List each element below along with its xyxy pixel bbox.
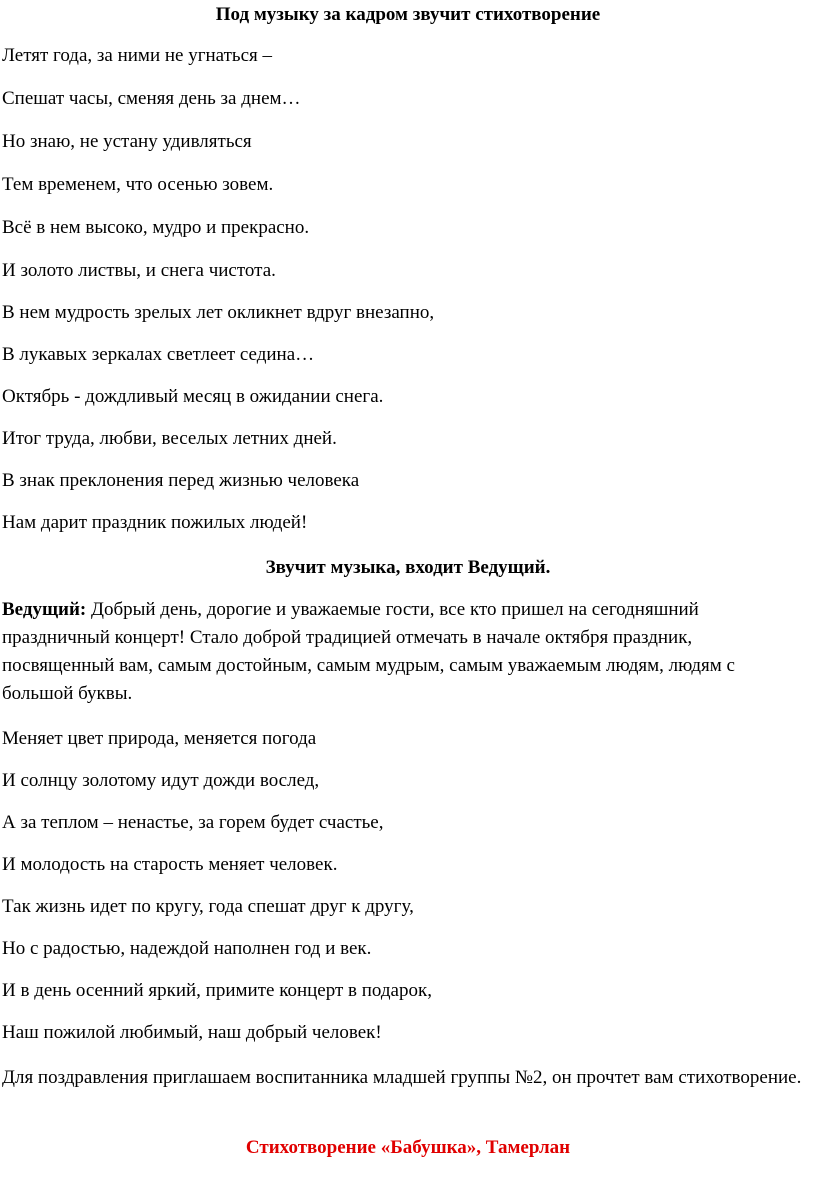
- poem1-line: Летят года, за ними не угнаться –: [2, 45, 273, 66]
- poem2-line: Наш пожилой любимый, наш добрый человек!: [2, 1022, 382, 1043]
- poem1-line: Тем временем, что осенью зовем.: [2, 174, 274, 195]
- poem1-line: Октябрь - дождливый месяц в ожидании снега.: [2, 386, 384, 407]
- stage-direction: Звучит музыка, входит Ведущий.: [265, 557, 551, 578]
- next-item-heading: Стихотворение «Бабушка», Тамерлан: [245, 1137, 571, 1158]
- page-title: Под музыку за кадром звучит стихотворение: [215, 4, 601, 25]
- poem2-line: Меняет цвет природа, меняется погода: [2, 728, 317, 749]
- poem2-line: Так жизнь идет по кругу, года спешат друг к другу,: [2, 896, 414, 917]
- poem2-line: И в день осенний яркий, примите концерт в подарок,: [2, 980, 432, 1001]
- host-speech: Добрый день, дорогие и уважаемые гости, все кто пришел на сегодняшний праздничный концерт! Стало доброй традицией отмечать в начале октября праздник, посвященный вам, самым достойным, самым мудрым, самым уважаемым людям, людям с большой буквы.: [2, 599, 735, 704]
- poem2-line: А за теплом – ненастье, за горем будет счастье,: [2, 812, 384, 833]
- host-label: Ведущий:: [2, 599, 87, 620]
- poem1-line: В знак преклонения перед жизнью человека: [2, 470, 360, 491]
- poem1-line: В нем мудрость зрелых лет окликнет вдруг внезапно,: [2, 302, 435, 323]
- poem1-line: И золото листвы, и снега чистота.: [2, 260, 276, 281]
- invitation-paragraph: Для поздравления приглашаем воспитанника младшей группы №2, он прочтет вам стихотворение.: [2, 1067, 802, 1088]
- poem1-line: Но знаю, не устану удивляться: [2, 131, 252, 152]
- poem1-line: Всё в нем высоко, мудро и прекрасно.: [2, 217, 310, 238]
- host-paragraph: [2, 596, 802, 708]
- poem2-line: И солнцу золотому идут дожди вослед,: [2, 770, 320, 791]
- poem1-line: Нам дарит праздник пожилых людей!: [2, 512, 308, 533]
- poem2-line: Но с радостью, надеждой наполнен год и век.: [2, 938, 372, 959]
- poem1-line: В лукавых зеркалах светлеет седина…: [2, 344, 315, 365]
- poem1-line: Итог труда, любви, веселых летних дней.: [2, 428, 337, 449]
- poem1-line: Спешат часы, сменяя день за днем…: [2, 88, 301, 109]
- poem2-line: И молодость на старость меняет человек.: [2, 854, 338, 875]
